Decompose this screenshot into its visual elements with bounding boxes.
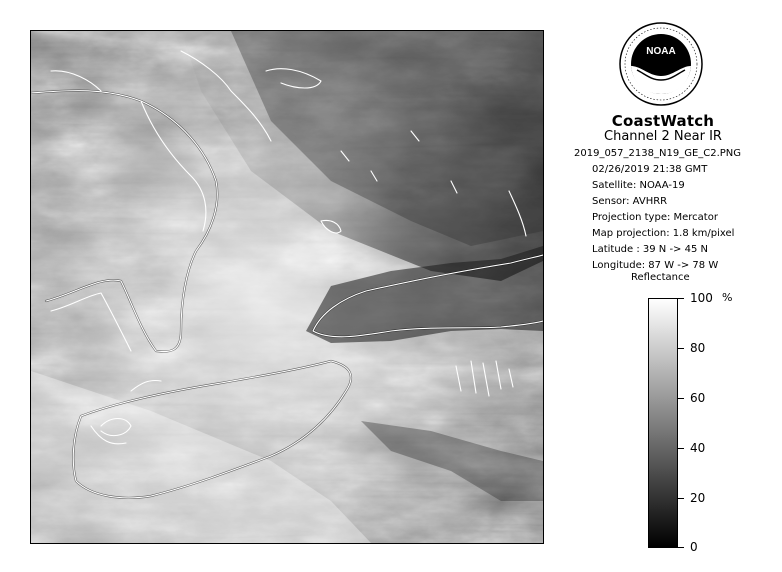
colorbar-tick-label: 20 — [690, 491, 706, 505]
colorbar-tick-label: 100 — [690, 291, 713, 305]
legend-title: Reflectance — [631, 272, 690, 283]
meta-projection-type: Projection type: Mercator — [592, 212, 718, 223]
noaa-logo — [619, 22, 703, 106]
colorbar-tick-label: 0 — [690, 540, 698, 554]
colorbar-tick — [678, 348, 684, 349]
meta-sensor: Sensor: AVHRR — [592, 196, 668, 207]
colorbar-tick — [678, 448, 684, 449]
meta-map-projection: Map projection: 1.8 km/pixel — [592, 228, 735, 239]
colorbar-tick — [678, 398, 684, 399]
colorbar-tick — [678, 298, 684, 299]
satellite-image — [30, 30, 544, 544]
product-title: CoastWatch — [611, 112, 715, 130]
meta-datetime: 02/26/2019 21:38 GMT — [592, 164, 708, 175]
colorbar-tick — [678, 498, 684, 499]
colorbar-tick-label: 60 — [690, 391, 706, 405]
reflectance-colorbar — [648, 298, 678, 548]
legend-unit: % — [722, 291, 733, 304]
channel-subtitle: Channel 2 Near IR — [604, 129, 722, 144]
meta-latitude: Latitude : 39 N -> 45 N — [592, 244, 708, 255]
meta-satellite: Satellite: NOAA-19 — [592, 180, 685, 191]
noaa-logo-text: NOAA — [646, 46, 676, 57]
meta-longitude: Longitude: 87 W -> 78 W — [592, 260, 719, 271]
meta-filename: 2019_057_2138_N19_GE_C2.PNG — [574, 148, 742, 159]
colorbar-tick — [678, 547, 684, 548]
colorbar-tick-label: 40 — [690, 441, 706, 455]
colorbar-tick-label: 80 — [690, 341, 706, 355]
